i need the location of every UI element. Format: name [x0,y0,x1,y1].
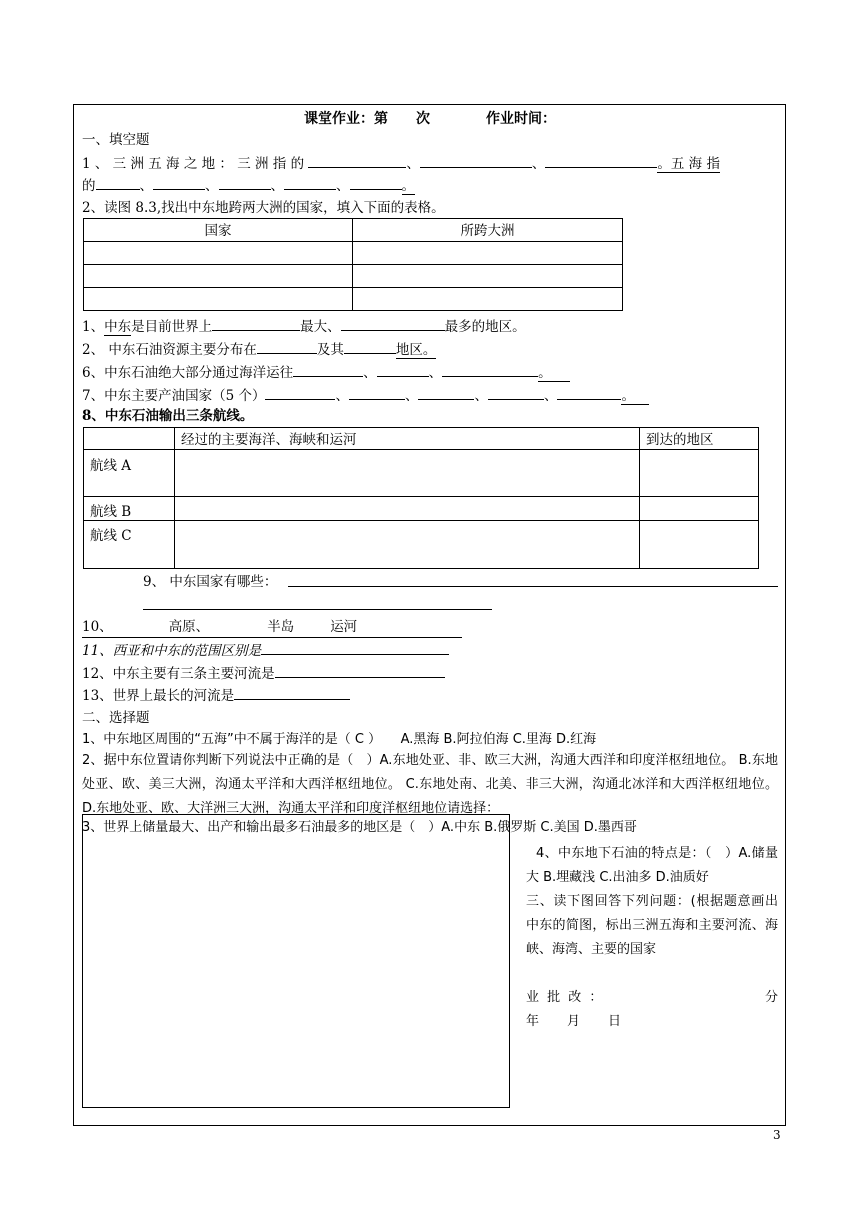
blank[interactable] [219,175,271,190]
blank[interactable] [143,609,492,610]
table-cell[interactable] [84,242,353,265]
blank[interactable] [293,362,363,377]
choice-4: 4、中东地下石油的特点是：（ ）A.储量大 B.埋藏浅 C.出油多 D.油质好 [526,846,778,885]
fill-9: 9、 中东国家有哪些： [143,574,278,590]
table-header-continents: 所跨大洲 [353,219,623,242]
table-cell[interactable] [353,265,623,288]
question-1-line-2: 的 、 、 、 、 。 [82,175,415,196]
underlined-term: 中东 [104,319,132,335]
choice-1: 1、中东地区周围的“五海”中不属于海洋的是（ C ） A.黑海 B.阿拉伯海 C.里海 D.红海 [82,732,597,747]
blank[interactable] [349,385,405,400]
date-line: 年 月 日 [526,1014,622,1029]
section-fill-blank-heading: 一、填空题 [82,132,150,148]
choice-2: 2、据中东位置请你判断下列说法中正确的是（ ）A.东地处亚、非、欧三大洲，沟通大西洋和印度洋枢纽地位。 B.东地处亚、欧、美三大洲，沟通太平洋和大西洋枢纽地位。 C.东地处南、北美、非三大洲，沟通北冰洋和大西洋枢纽地位。 D.东地处亚、欧、大洋洲三大洲，沟通太平洋和印度洋枢纽地位请选择： [82,753,778,816]
blank[interactable] [341,316,445,331]
section-map-question: 三、读下图回答下列问题：(根据题意画出中东的简图，标出三洲五海和主要河流、海峡、海湾、主要的国家 [526,894,778,957]
table-cell[interactable] [353,242,623,265]
table-cell[interactable] [84,288,353,311]
table-cell[interactable] [640,450,759,497]
oil-route-table [83,427,759,569]
fill-11: 11、西亚和中东的范围区别是 [82,640,449,661]
grading-line: 业 批 改 ： 分 [526,990,778,1005]
fill-2: 2、 中东石油资源主要分布在 及其 地区。 [82,339,436,360]
page-number: 3 [773,1128,781,1142]
choice-3: 3、世界上储量最大、出产和输出最多石油最多的地区是（ ）A.中东 B.俄罗斯 C.美国 D.墨西哥 [82,820,637,835]
fill-10: 10、 高原、 半岛 运河 [82,617,462,638]
blank[interactable] [275,663,445,678]
blank[interactable] [265,385,335,400]
question-1-line-1: 1 、 三 洲 五 海 之 地 ： 三 洲 指 的 、 、 。五 海 指 [82,153,778,174]
route-a-label: 航线 A [84,450,175,497]
blank[interactable] [284,175,336,190]
blank[interactable] [557,385,621,400]
route-c-label: 航线 C [84,521,175,569]
country-continent-table [83,218,623,311]
question-1-text: 1 、 三 洲 五 海 之 地 ： 三 洲 指 的 [82,156,305,172]
blank[interactable] [212,316,300,331]
table-cell[interactable] [640,521,759,569]
table-header-destination: 到达的地区 [640,428,759,450]
fill-12: 12、中东主要有三条主要河流是 [82,663,445,684]
right-column [526,842,778,1034]
table-cell[interactable] [640,497,759,521]
route-b-label: 航线 B [84,497,175,521]
table-cell[interactable] [175,521,640,569]
table-cell [84,428,175,450]
blank[interactable] [257,339,317,354]
blank[interactable] [377,362,429,377]
blank[interactable] [153,175,205,190]
section-choice-heading: 二、选择题 [82,710,150,726]
table-header-route: 经过的主要海洋、海峡和运河 [175,428,640,450]
fill-7: 7、中东主要产油国家（5 个） 、 、 、 、 。 [82,385,649,406]
blank[interactable] [488,385,544,400]
table-cell[interactable] [353,288,623,311]
blank[interactable] [350,175,402,190]
blank[interactable] [442,362,538,377]
blank[interactable] [234,685,350,700]
fill-1: 1、中东是目前世界上 最大、 最多的地区。 [82,316,526,337]
blank[interactable] [261,640,449,655]
blank[interactable] [418,385,474,400]
fill-8-heading: 8、中东石油输出三条航线。 [82,408,254,424]
fill-6: 6、中东石油绝大部分通过海洋运往 、 、 。 [82,362,570,383]
table-cell[interactable] [84,265,353,288]
question-2-text: 2、读图 8.3,找出中东地跨两大洲的国家，填入下面的表格。 [82,200,445,216]
table-cell[interactable] [175,497,640,521]
blank[interactable] [344,339,396,354]
fill-13: 13、世界上最长的河流是 [82,685,350,706]
blank[interactable] [545,153,657,168]
blank[interactable] [420,153,532,168]
map-drawing-box[interactable] [82,814,510,1108]
table-cell[interactable] [175,450,640,497]
blank[interactable] [96,175,140,190]
table-header-country: 国家 [84,219,353,242]
page-title: 课堂作业：第 次 作业时间： [304,111,556,127]
blank[interactable] [288,586,778,587]
blank[interactable] [308,153,406,168]
